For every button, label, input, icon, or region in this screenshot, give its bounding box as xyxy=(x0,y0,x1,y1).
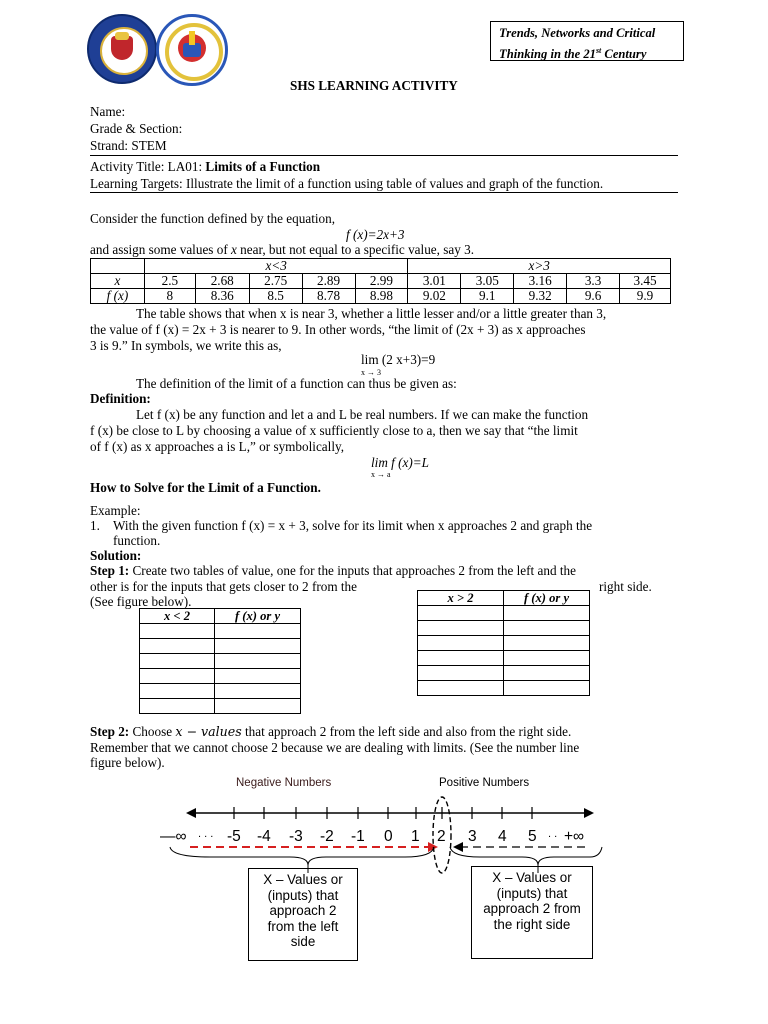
table-cell xyxy=(504,651,590,666)
table-cell xyxy=(504,666,590,681)
right-header: x>3 xyxy=(408,259,671,274)
f-cell: 8.78 xyxy=(302,289,355,304)
tick-label: 2 xyxy=(437,828,446,845)
explanation-line-1: The table shows that when x is near 3, whether a little lesser and/or a little greater than 3, xyxy=(136,306,607,321)
tick-label: 0 xyxy=(384,828,393,845)
table-row xyxy=(418,681,590,696)
equation: f (x)=2x+3 xyxy=(346,227,405,242)
table-cell xyxy=(215,669,301,684)
table-row xyxy=(418,621,590,636)
table-row xyxy=(140,684,301,699)
page-title: SHS LEARNING ACTIVITY xyxy=(290,78,458,93)
table-cell xyxy=(140,669,215,684)
table-cell xyxy=(504,681,590,696)
values-table xyxy=(90,258,671,304)
x-cell: 3.45 xyxy=(620,274,671,289)
dots-right: . . xyxy=(548,828,558,840)
table-cell xyxy=(418,681,504,696)
table-cell xyxy=(140,654,215,669)
strand-field: Strand: STEM xyxy=(90,138,167,153)
table-cell xyxy=(504,606,590,621)
table-corner xyxy=(91,259,145,274)
limit-subscript-1: x → 3 xyxy=(361,368,381,377)
tick-label: -5 xyxy=(227,828,241,845)
table-cell xyxy=(140,699,215,714)
x-cell: 2.99 xyxy=(355,274,408,289)
right-table-header-y: f (x) or y xyxy=(504,591,590,606)
x-cell: 2.89 xyxy=(302,274,355,289)
x-cell: 2.68 xyxy=(195,274,249,289)
table-cell xyxy=(418,666,504,681)
right-side-box: X – Values or (inputs) that approach 2 from the right side xyxy=(471,866,593,959)
right-table-header-x: x > 2 xyxy=(418,591,504,606)
definition-line-2: f (x) be close to L by choosing a value of x sufficiently close to a, then we say that “the limit xyxy=(90,423,578,438)
solution-label: Solution: xyxy=(90,548,142,563)
f-cell: 9.1 xyxy=(461,289,514,304)
table-row xyxy=(140,624,301,639)
f-row xyxy=(91,289,671,304)
limit-expression-2: lim f (x)=L xyxy=(371,455,429,470)
intro-line-2: and assign some values of x near, but not equal to a specific value, say 3. xyxy=(90,242,475,257)
tick-label: 1 xyxy=(411,828,420,845)
f-cell: 9.32 xyxy=(514,289,567,304)
step2-line-3: figure below). xyxy=(90,755,165,770)
x-cell: 2.75 xyxy=(249,274,302,289)
tick-label: 3 xyxy=(468,828,477,845)
right-input-table xyxy=(417,590,590,696)
tick-label: 5 xyxy=(528,828,537,845)
step1-line-3: (See figure below). xyxy=(90,594,192,609)
table-row xyxy=(140,699,301,714)
definition-line-1: Let f (x) be any function and let a and L be real numbers. If we can make the function xyxy=(136,407,589,422)
activity-title: Activity Title: LA01: Limits of a Function xyxy=(90,159,321,174)
table-cell xyxy=(215,699,301,714)
step2-line-1: Step 2: Choose x − values that approach 2 from the left side and also from the right side. xyxy=(90,724,572,739)
x-cell: 3.3 xyxy=(567,274,620,289)
x-cell: 3.01 xyxy=(408,274,461,289)
item-line-1: With the given function f (x) = x + 3, solve for its limit when x approaches 2 and graph the xyxy=(113,518,593,533)
dots-left: . . . xyxy=(198,828,214,840)
limit-expression-1: lim (2 x+3)=9 xyxy=(361,352,436,367)
table-cell xyxy=(215,639,301,654)
subject-line-2: Thinking in the 21st Century xyxy=(499,46,647,62)
table-cell xyxy=(418,636,504,651)
x-cell: 3.05 xyxy=(461,274,514,289)
divider xyxy=(90,155,678,156)
tick-label: -1 xyxy=(351,828,365,845)
f-cell: 8.36 xyxy=(195,289,249,304)
table-cell xyxy=(140,624,215,639)
tick-label: -3 xyxy=(289,828,303,845)
x-cell: 3.16 xyxy=(514,274,567,289)
f-label: f (x) xyxy=(91,289,145,304)
name-field: Name: xyxy=(90,104,126,119)
left-table-header-y: f (x) or y xyxy=(215,609,301,624)
negative-numbers-label: Negative Numbers xyxy=(236,777,332,789)
deped-seal-logo xyxy=(156,14,228,86)
f-cell: 8 xyxy=(144,289,195,304)
step1-line-1: Step 1: Create two tables of value, one for the inputs that approaches 2 from the left and the xyxy=(90,563,576,578)
subject-box xyxy=(490,21,684,61)
table-row xyxy=(140,639,301,654)
f-cell: 8.98 xyxy=(355,289,408,304)
tick-label: 4 xyxy=(498,828,507,845)
table-row xyxy=(418,666,590,681)
table-cell xyxy=(418,651,504,666)
x-row xyxy=(91,274,671,289)
tick-label: -4 xyxy=(257,828,271,845)
step1-line-2b: right side. xyxy=(599,579,652,594)
intro-line-1: Consider the function defined by the equation, xyxy=(90,211,336,226)
howto-heading: How to Solve for the Limit of a Function. xyxy=(90,480,321,495)
step1-line-2: other is for the inputs that gets closer to 2 from the xyxy=(90,579,357,594)
f-cell: 8.5 xyxy=(249,289,302,304)
definition-line-3: of f (x) as x approaches a is L,” or symbolically, xyxy=(90,439,345,454)
positive-numbers-label: Positive Numbers xyxy=(439,777,530,789)
item-line-2: function. xyxy=(113,533,161,548)
definition-intro: The definition of the limit of a function can thus be given as: xyxy=(136,376,457,391)
f-cell: 9.9 xyxy=(620,289,671,304)
step2-line-2: Remember that we cannot choose 2 because we are dealing with limits. (See the number line xyxy=(90,740,580,755)
x-cell: 2.5 xyxy=(144,274,195,289)
f-cell: 9.02 xyxy=(408,289,461,304)
pos-infinity-label: +∞ xyxy=(564,828,585,845)
limit-subscript-2: x → a xyxy=(371,470,391,479)
table-cell xyxy=(504,621,590,636)
table-row xyxy=(140,669,301,684)
explanation-line-3: 3 is 9.” In symbols, we write this as, xyxy=(90,338,282,353)
table-cell xyxy=(215,654,301,669)
table-row xyxy=(418,636,590,651)
table-cell xyxy=(215,684,301,699)
grade-field: Grade & Section: xyxy=(90,121,183,136)
x-label: x xyxy=(91,274,145,289)
table-cell xyxy=(504,636,590,651)
item-number: 1. xyxy=(90,518,100,533)
definition-heading: Definition: xyxy=(90,391,151,406)
table-cell xyxy=(418,606,504,621)
subject-line-1: Trends, Networks and Critical xyxy=(499,26,656,40)
neg-infinity-label: —∞ xyxy=(160,828,187,845)
example-label: Example: xyxy=(90,503,141,518)
table-cell xyxy=(140,684,215,699)
table-cell xyxy=(215,624,301,639)
school-seal-logo xyxy=(87,14,157,84)
tick-label: -2 xyxy=(320,828,334,845)
left-side-box: X – Values or (inputs) that approach 2 from the left side xyxy=(248,868,358,961)
f-cell: 9.6 xyxy=(567,289,620,304)
left-input-table xyxy=(139,608,301,714)
left-table-header-x: x < 2 xyxy=(140,609,215,624)
table-row xyxy=(140,654,301,669)
divider xyxy=(90,192,678,193)
left-header: x<3 xyxy=(144,259,408,274)
table-cell xyxy=(140,639,215,654)
explanation-line-2: the value of f (x) = 2x + 3 is nearer to 9. In other words, “the limit of (2x + 3) as x approaches xyxy=(90,322,586,337)
table-row xyxy=(418,651,590,666)
learning-targets: Learning Targets: Illustrate the limit of a function using table of values and graph of the function. xyxy=(90,176,604,191)
table-row xyxy=(418,606,590,621)
table-cell xyxy=(418,621,504,636)
